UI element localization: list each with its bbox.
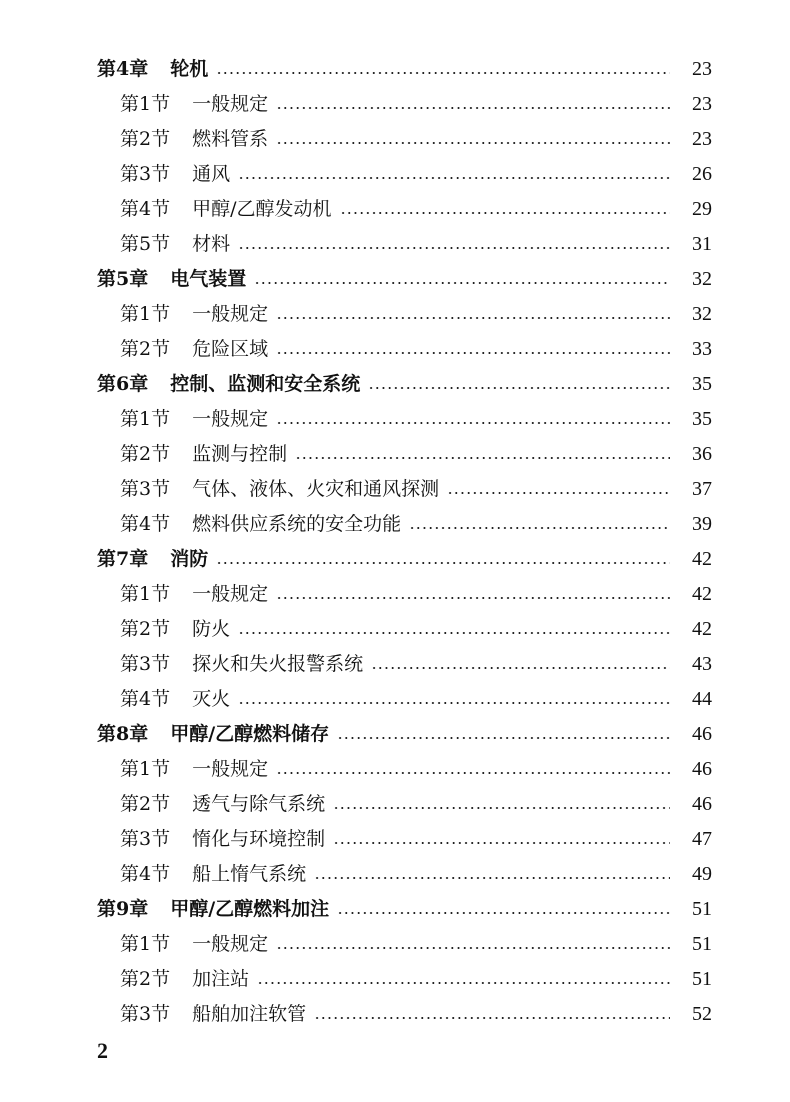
toc-dot-leader xyxy=(333,842,670,844)
toc-entry-label xyxy=(120,227,230,262)
toc-dot-leader xyxy=(337,737,670,739)
toc-dot-leader xyxy=(276,947,670,949)
toc-entry-label xyxy=(120,577,268,612)
toc-entry-number: 第1节 xyxy=(120,303,171,325)
toc-dot-leader xyxy=(238,247,670,249)
table-of-contents xyxy=(0,52,790,1032)
page-number: 2 xyxy=(97,1038,108,1063)
toc-chapter-entry[interactable] xyxy=(0,542,790,577)
toc-entry-label xyxy=(120,157,230,192)
toc-entry-page: 29 xyxy=(692,198,712,220)
toc-entry-title: 惰化与环境控制 xyxy=(192,828,326,850)
toc-entry-number: 第2节 xyxy=(120,128,171,150)
toc-entry-page: 43 xyxy=(692,653,712,675)
toc-dot-leader xyxy=(276,317,670,319)
toc-entry-title: 灭火 xyxy=(192,688,231,710)
toc-entry-title: 燃料供应系统的安全功能 xyxy=(192,513,402,535)
toc-dot-leader xyxy=(216,72,670,74)
toc-chapter-entry[interactable] xyxy=(0,262,790,297)
toc-entry-title: 一般规定 xyxy=(192,408,269,430)
toc-entry-page: 31 xyxy=(692,233,712,255)
toc-entry-page: 51 xyxy=(692,933,712,955)
toc-entry-label xyxy=(120,192,332,227)
toc-entry-label xyxy=(120,507,401,542)
toc-entry-title: 船上惰气系统 xyxy=(192,863,307,885)
toc-entry-label xyxy=(120,297,268,332)
toc-entry-title: 探火和失火报警系统 xyxy=(192,653,364,675)
toc-dot-leader xyxy=(254,282,670,284)
toc-entry-number: 第4节 xyxy=(120,863,171,885)
toc-entry-title: 甲醇/乙醇燃料储存 xyxy=(170,723,330,745)
toc-entry-title: 材料 xyxy=(192,233,231,255)
toc-entry-label xyxy=(120,787,325,822)
toc-chapter-entry[interactable] xyxy=(0,717,790,752)
toc-entry-title: 气体、液体、火灾和通风探测 xyxy=(192,478,440,500)
toc-entry-title: 消防 xyxy=(170,548,209,570)
toc-section-entry[interactable] xyxy=(0,472,790,507)
toc-entry-title: 甲醇/乙醇燃料加注 xyxy=(170,898,330,920)
toc-entry-number: 第1节 xyxy=(120,758,171,780)
toc-entry-title: 一般规定 xyxy=(192,303,269,325)
toc-entry-label xyxy=(120,857,306,892)
toc-dot-leader xyxy=(340,212,671,214)
toc-entry-title: 甲醇/乙醇发动机 xyxy=(192,198,332,220)
toc-entry-title: 一般规定 xyxy=(192,758,269,780)
toc-entry-page: 23 xyxy=(692,58,712,80)
toc-section-entry[interactable] xyxy=(0,682,790,717)
toc-section-entry[interactable] xyxy=(0,612,790,647)
toc-entry-page: 36 xyxy=(692,443,712,465)
toc-entry-number: 第4章 xyxy=(97,58,149,80)
toc-dot-leader xyxy=(238,177,670,179)
toc-section-entry[interactable] xyxy=(0,87,790,122)
toc-section-entry[interactable] xyxy=(0,157,790,192)
toc-entry-number: 第3节 xyxy=(120,478,171,500)
toc-entry-label xyxy=(120,822,325,857)
toc-section-entry[interactable] xyxy=(0,752,790,787)
toc-entry-label xyxy=(97,52,208,87)
toc-entry-page: 37 xyxy=(692,478,712,500)
toc-dot-leader xyxy=(276,772,670,774)
toc-dot-leader xyxy=(333,807,670,809)
toc-entry-label xyxy=(120,997,306,1032)
toc-entry-number: 第1节 xyxy=(120,933,171,955)
toc-section-entry[interactable] xyxy=(0,122,790,157)
toc-dot-leader xyxy=(447,492,670,494)
toc-entry-page: 46 xyxy=(692,793,712,815)
toc-entry-page: 44 xyxy=(692,688,712,710)
toc-entry-page: 46 xyxy=(692,758,712,780)
toc-entry-label xyxy=(120,647,363,682)
toc-entry-title: 加注站 xyxy=(192,968,250,990)
toc-section-entry[interactable] xyxy=(0,962,790,997)
toc-section-entry[interactable] xyxy=(0,437,790,472)
toc-dot-leader xyxy=(409,527,670,529)
toc-dot-leader xyxy=(216,562,670,564)
toc-entry-page: 51 xyxy=(692,968,712,990)
toc-chapter-entry[interactable] xyxy=(0,52,790,87)
toc-entry-number: 第1节 xyxy=(120,583,171,605)
toc-entry-title: 一般规定 xyxy=(192,583,269,605)
toc-entry-title: 一般规定 xyxy=(192,933,269,955)
toc-entry-page: 35 xyxy=(692,373,712,395)
toc-section-entry[interactable] xyxy=(0,332,790,367)
toc-entry-label xyxy=(120,402,268,437)
toc-entry-page: 35 xyxy=(692,408,712,430)
toc-entry-number: 第7章 xyxy=(97,548,149,570)
toc-entry-number: 第2节 xyxy=(120,443,171,465)
toc-entry-number: 第4节 xyxy=(120,198,171,220)
toc-dot-leader xyxy=(368,387,670,389)
toc-section-entry[interactable] xyxy=(0,402,790,437)
toc-entry-page: 42 xyxy=(692,583,712,605)
toc-entry-page: 51 xyxy=(692,898,712,920)
toc-entry-number: 第5节 xyxy=(120,233,171,255)
toc-section-entry[interactable] xyxy=(0,822,790,857)
toc-entry-page: 46 xyxy=(692,723,712,745)
toc-chapter-entry[interactable] xyxy=(0,892,790,927)
toc-entry-number: 第9章 xyxy=(97,898,149,920)
toc-entry-label xyxy=(120,332,268,367)
toc-entry-title: 轮机 xyxy=(170,58,209,80)
toc-dot-leader xyxy=(238,702,670,704)
toc-entry-label xyxy=(120,927,268,962)
toc-entry-label xyxy=(97,262,246,297)
toc-entry-title: 船舶加注软管 xyxy=(192,1003,307,1025)
toc-section-entry[interactable] xyxy=(0,507,790,542)
toc-entry-label xyxy=(97,542,208,577)
toc-dot-leader xyxy=(257,982,670,984)
toc-entry-page: 49 xyxy=(692,863,712,885)
toc-entry-page: 32 xyxy=(692,268,712,290)
toc-entry-label xyxy=(120,87,268,122)
toc-entry-title: 电气装置 xyxy=(170,268,247,290)
toc-section-entry[interactable] xyxy=(0,227,790,262)
toc-section-entry[interactable] xyxy=(0,787,790,822)
toc-dot-leader xyxy=(314,1017,670,1019)
toc-section-entry[interactable] xyxy=(0,192,790,227)
toc-entry-label xyxy=(120,612,230,647)
toc-entry-number: 第1节 xyxy=(120,408,171,430)
toc-section-entry[interactable] xyxy=(0,577,790,612)
toc-entry-page: 23 xyxy=(692,93,712,115)
toc-entry-label xyxy=(120,472,439,507)
toc-entry-title: 燃料管系 xyxy=(192,128,269,150)
toc-entry-number: 第6章 xyxy=(97,373,149,395)
toc-section-entry[interactable] xyxy=(0,857,790,892)
toc-entry-label xyxy=(97,367,360,402)
toc-entry-title: 控制、监测和安全系统 xyxy=(170,373,361,395)
toc-entry-number: 第2节 xyxy=(120,338,171,360)
toc-entry-number: 第2节 xyxy=(120,968,171,990)
toc-entry-label xyxy=(97,717,329,752)
toc-entry-title: 通风 xyxy=(192,163,231,185)
toc-entry-page: 42 xyxy=(692,618,712,640)
toc-entry-page: 33 xyxy=(692,338,712,360)
toc-entry-number: 第2节 xyxy=(120,793,171,815)
toc-entry-number: 第4节 xyxy=(120,513,171,535)
toc-entry-number: 第3节 xyxy=(120,1003,171,1025)
toc-dot-leader xyxy=(314,877,670,879)
toc-entry-number: 第3节 xyxy=(120,828,171,850)
toc-section-entry[interactable] xyxy=(0,927,790,962)
toc-entry-title: 危险区域 xyxy=(192,338,269,360)
toc-chapter-entry[interactable] xyxy=(0,367,790,402)
toc-entry-title: 防火 xyxy=(192,618,231,640)
toc-dot-leader xyxy=(276,422,670,424)
toc-section-entry[interactable] xyxy=(0,997,790,1032)
toc-entry-number: 第5章 xyxy=(97,268,149,290)
toc-entry-page: 23 xyxy=(692,128,712,150)
toc-entry-page: 47 xyxy=(692,828,712,850)
toc-entry-label xyxy=(120,437,287,472)
toc-entry-number: 第4节 xyxy=(120,688,171,710)
toc-entry-number: 第8章 xyxy=(97,723,149,745)
toc-dot-leader xyxy=(276,352,670,354)
toc-entry-number: 第2节 xyxy=(120,618,171,640)
toc-entry-page: 26 xyxy=(692,163,712,185)
toc-dot-leader xyxy=(371,667,670,669)
toc-entry-label xyxy=(120,682,230,717)
toc-entry-label xyxy=(120,962,249,997)
toc-entry-page: 32 xyxy=(692,303,712,325)
toc-entry-title: 透气与除气系统 xyxy=(192,793,326,815)
toc-dot-leader xyxy=(276,107,670,109)
toc-dot-leader xyxy=(295,457,670,459)
toc-entry-page: 42 xyxy=(692,548,712,570)
toc-section-entry[interactable] xyxy=(0,297,790,332)
toc-dot-leader xyxy=(337,912,670,914)
toc-entry-number: 第1节 xyxy=(120,93,171,115)
toc-entry-label xyxy=(97,892,329,927)
toc-entry-number: 第3节 xyxy=(120,163,171,185)
toc-entry-label xyxy=(120,122,268,157)
toc-section-entry[interactable] xyxy=(0,647,790,682)
toc-entry-title: 监测与控制 xyxy=(192,443,288,465)
toc-entry-title: 一般规定 xyxy=(192,93,269,115)
toc-entry-page: 39 xyxy=(692,513,712,535)
toc-entry-page: 52 xyxy=(692,1003,712,1025)
toc-dot-leader xyxy=(238,632,670,634)
toc-entry-label xyxy=(120,752,268,787)
toc-dot-leader xyxy=(276,597,670,599)
toc-entry-number: 第3节 xyxy=(120,653,171,675)
toc-dot-leader xyxy=(276,142,670,144)
